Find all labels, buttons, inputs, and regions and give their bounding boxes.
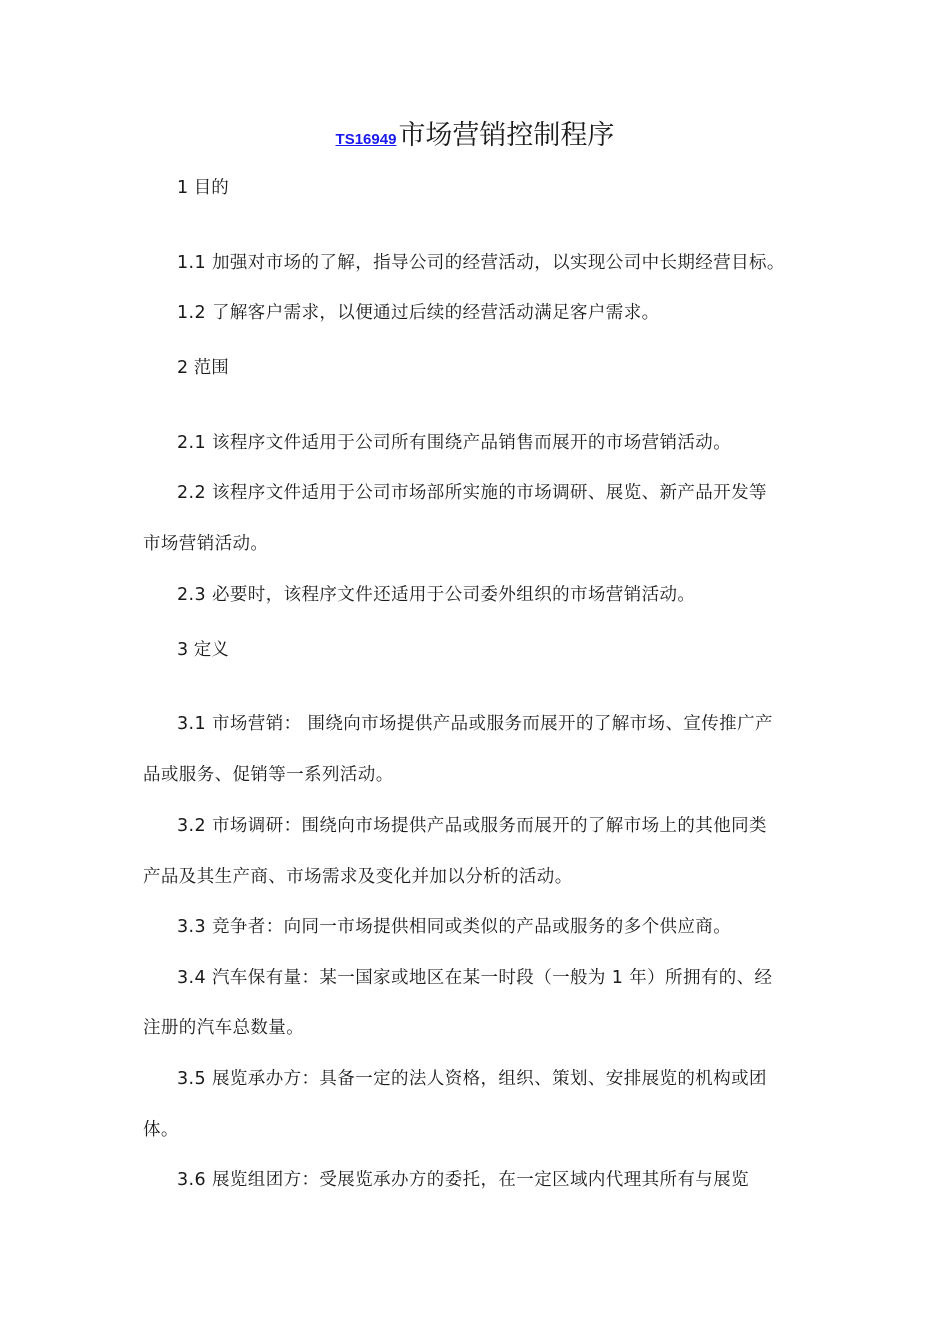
paragraph-3-3: 3.3 竞争者：向同一市场提供相同或类似的产品或服务的多个供应商。	[177, 917, 732, 937]
paragraph-1-2: 1.2 了解客户需求，以便通过后续的经营活动满足客户需求。	[177, 303, 660, 323]
paragraph-3-6-line-1: 3.6 展览组团方：受展览承办方的委托，在一定区域内代理其所有与展览	[177, 1170, 749, 1190]
title-link[interactable]: TS16949	[335, 131, 397, 148]
paragraph-3-5-line-2: 体。	[143, 1120, 179, 1140]
title-text: 市场营销控制程序	[398, 120, 615, 151]
paragraph-2-3: 2.3 必要时，该程序文件还适用于公司委外组织的市场营销活动。	[177, 585, 696, 605]
paragraph-3-4-line-2: 注册的汽车总数量。	[143, 1018, 305, 1038]
paragraph-2-1: 2.1 该程序文件适用于公司所有围绕产品销售而展开的市场营销活动。	[177, 433, 732, 453]
paragraph-3-1-line-1: 3.1 市场营销： 围绕向市场提供产品或服务而展开的了解市场、宣传推广产	[177, 714, 773, 734]
paragraph-2-2-line-1: 2.2 该程序文件适用于公司市场部所实施的市场调研、展览、新产品开发等	[177, 483, 767, 503]
paragraph-3-2-line-2: 产品及其生产商、市场需求及变化并加以分析的活动。	[143, 867, 573, 887]
section-heading-purpose: 1 目的	[177, 178, 229, 198]
document-title	[0, 116, 950, 160]
paragraph-3-5-line-1: 3.5 展览承办方：具备一定的法人资格，组织、策划、安排展览的机构或团	[177, 1069, 767, 1089]
paragraph-1-1: 1.1 加强对市场的了解，指导公司的经营活动，以实现公司中长期经营目标。	[177, 253, 785, 273]
section-heading-scope: 2 范围	[177, 358, 229, 378]
paragraph-3-2-line-1: 3.2 市场调研：围绕向市场提供产品或服务而展开的了解市场上的其他同类	[177, 816, 767, 836]
paragraph-3-1-line-2: 品或服务、促销等一系列活动。	[143, 765, 394, 785]
paragraph-2-2-line-2: 市场营销活动。	[143, 534, 269, 554]
paragraph-3-4-line-1: 3.4 汽车保有量：某一国家或地区在某一时段（一般为 1 年）所拥有的、经	[177, 968, 773, 988]
section-heading-definitions: 3 定义	[177, 640, 229, 660]
